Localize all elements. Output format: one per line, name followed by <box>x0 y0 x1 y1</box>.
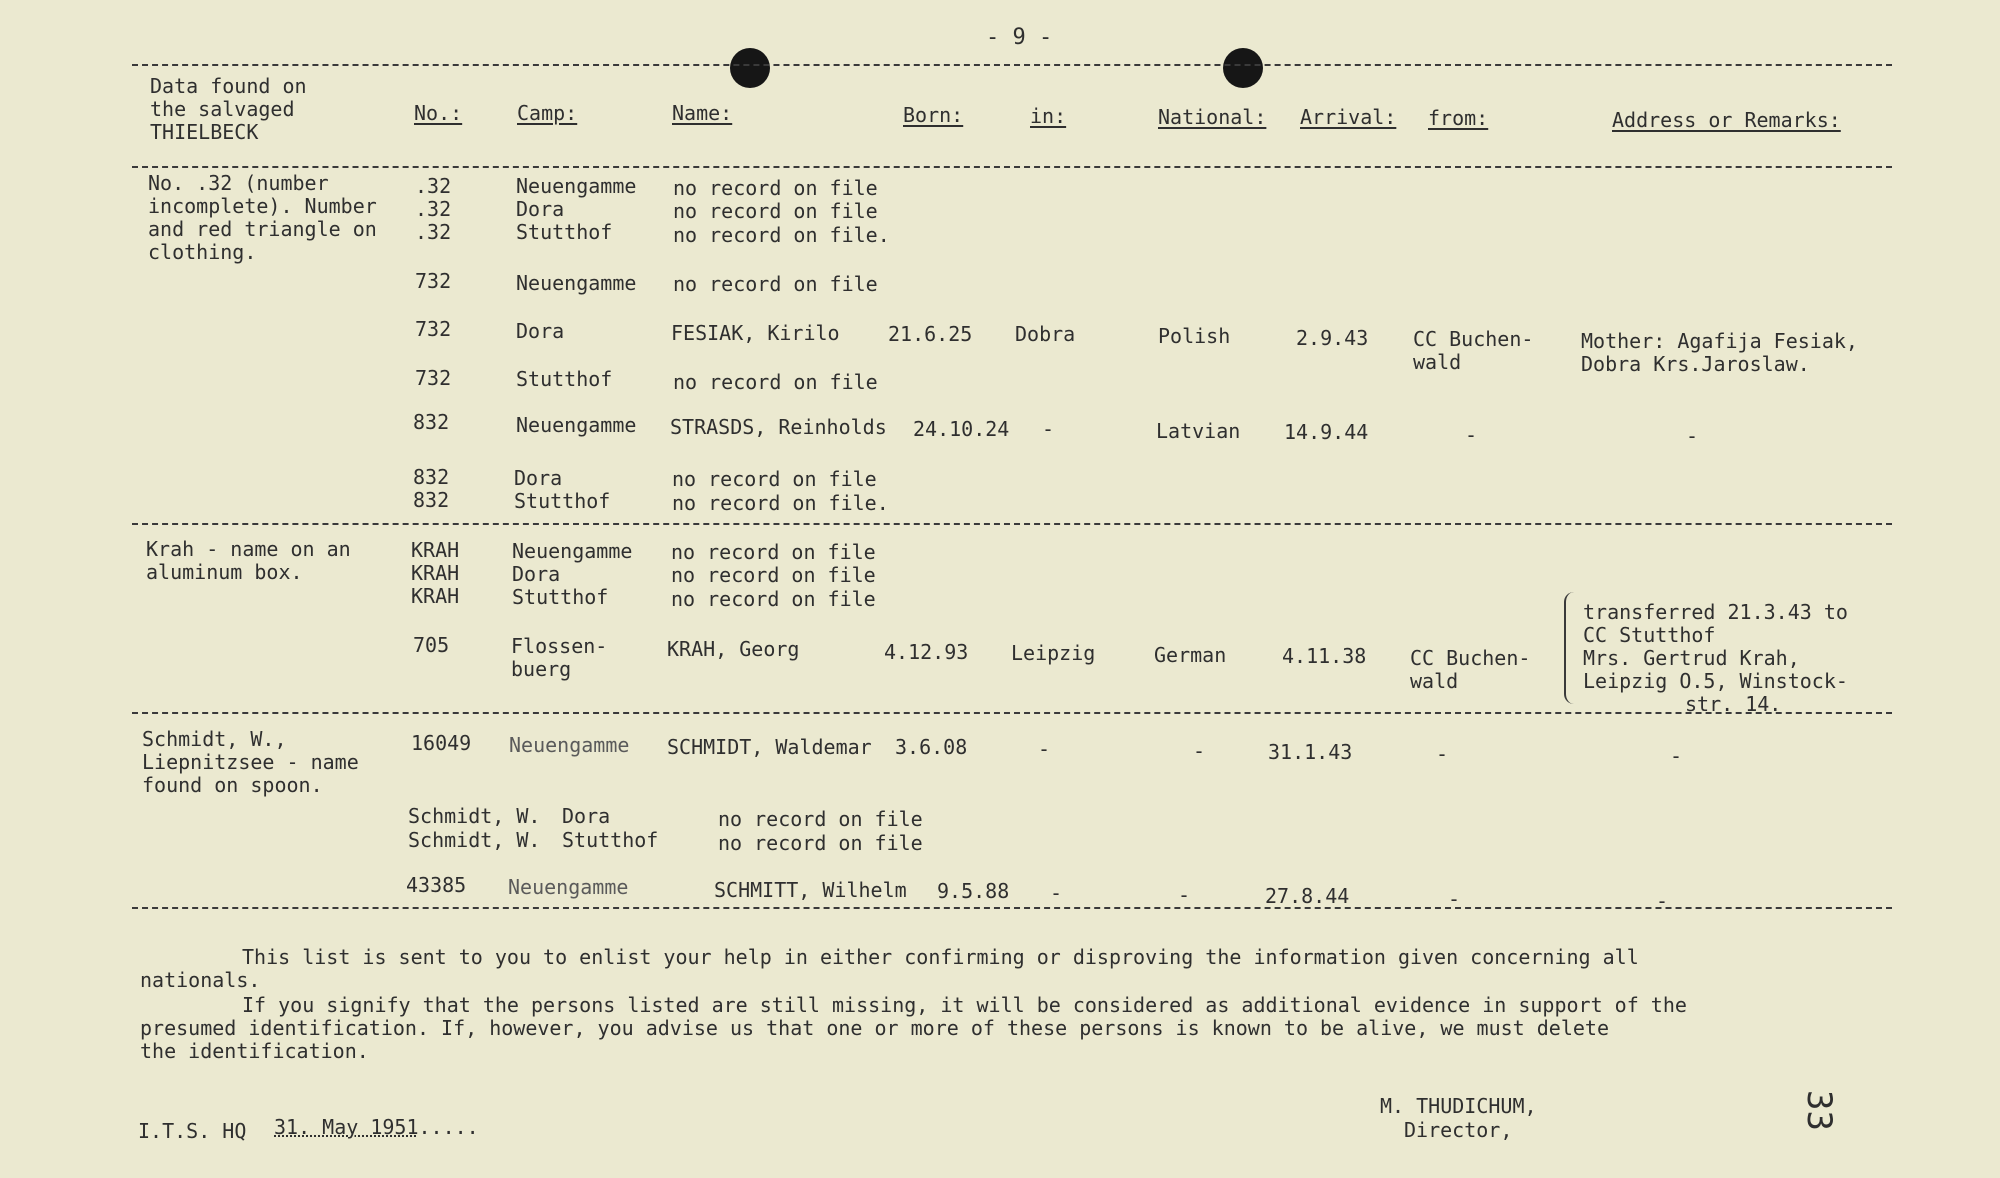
cell-no: KRAH <box>411 538 460 562</box>
header-camp: Camp: <box>517 101 578 125</box>
cell-born: 3.6.08 <box>895 735 968 759</box>
cell-in: - <box>1042 417 1055 441</box>
cell-no: .32 <box>415 220 452 244</box>
header-born: Born: <box>903 103 964 127</box>
cell-national: German <box>1154 643 1227 667</box>
address-brace <box>1564 592 1578 704</box>
cell-arrival: 2.9.43 <box>1296 326 1369 350</box>
group3-rule <box>132 907 1892 909</box>
cell-no: 732 <box>415 317 452 341</box>
cell-no: 732 <box>415 269 452 293</box>
cell-national: - <box>1193 739 1206 763</box>
cell-no: .32 <box>415 174 452 198</box>
header-name: Name: <box>672 101 733 125</box>
cell-camp: Stutthof <box>516 220 613 244</box>
cell-in: Leipzig <box>1011 641 1096 665</box>
cell-name: STRASDS, Reinholds <box>670 415 887 439</box>
cell-camp: Neuengamme <box>516 271 637 295</box>
header-arrival: Arrival: <box>1300 105 1397 129</box>
cell-camp: Neuengamme <box>512 539 633 563</box>
cell-camp: Dora <box>516 197 565 221</box>
cell-camp: Stutthof <box>514 489 611 513</box>
cell-name: no record on file <box>673 272 878 296</box>
cell-camp: Flossen- buerg <box>511 634 608 681</box>
cell-address: - <box>1686 424 1699 448</box>
cell-no: 832 <box>413 410 450 434</box>
cell-from: - <box>1465 423 1478 447</box>
header-data-found: Data found on the salvaged THIELBECK <box>150 74 307 144</box>
signer-title: Director, <box>1404 1118 1513 1142</box>
cell-camp: Dora <box>516 319 565 343</box>
cell-no: 705 <box>413 633 450 657</box>
cell-name: no record on file <box>718 807 923 831</box>
cell-born: 4.12.93 <box>884 640 969 664</box>
cell-name: no record on file <box>672 467 877 491</box>
cell-name: SCHMITT, Wilhelm <box>714 878 907 902</box>
cell-name: SCHMIDT, Waldemar <box>667 735 872 759</box>
cell-camp: Neuengamme <box>509 733 630 757</box>
issue-place: I.T.S. HQ <box>138 1119 247 1143</box>
cell-national: - <box>1178 883 1191 907</box>
cell-name: KRAH, Georg <box>667 637 800 661</box>
issue-date: 31. May 1951..... <box>274 1115 479 1139</box>
cell-name: no record on file <box>671 540 876 564</box>
cell-name: no record on file <box>671 563 876 587</box>
cell-camp: Dora <box>512 562 561 586</box>
page-number: - 9 - <box>986 25 1053 50</box>
cell-born: 21.6.25 <box>888 322 973 346</box>
cell-camp: Neuengamme <box>516 413 637 437</box>
signer-name: M. THUDICHUM, <box>1380 1094 1537 1118</box>
cell-no: .32 <box>415 197 452 221</box>
group1-rule <box>132 523 1892 525</box>
cell-from: CC Buchen- wald <box>1410 646 1531 693</box>
cell-address: - <box>1670 744 1683 768</box>
cell-name: no record on file <box>671 587 876 611</box>
cell-from: - <box>1436 742 1449 766</box>
header-rule <box>132 166 1892 168</box>
cell-no: 832 <box>413 465 450 489</box>
cell-no: KRAH <box>411 584 460 608</box>
cell-from: - <box>1448 887 1461 911</box>
cell-camp: Stutthof <box>512 585 609 609</box>
cell-no: Schmidt, W. <box>408 828 541 852</box>
cell-in: - <box>1050 881 1063 905</box>
cell-name: no record on file <box>673 370 878 394</box>
cell-name: no record on file <box>718 831 923 855</box>
cell-in: Dobra <box>1015 322 1076 346</box>
cell-camp: Dora <box>562 804 611 828</box>
cell-national: Latvian <box>1156 419 1241 443</box>
cell-no: KRAH <box>411 561 460 585</box>
cell-name: no record on file. <box>672 491 889 515</box>
cell-camp: Neuengamme <box>516 174 637 198</box>
cell-no: 43385 <box>406 873 467 897</box>
punch-hole-left <box>730 48 770 88</box>
cell-name: no record on file. <box>673 223 890 247</box>
cell-camp: Stutthof <box>562 828 659 852</box>
page-stamp-number: 33 <box>1799 1090 1839 1131</box>
header-from: from: <box>1428 106 1489 130</box>
cell-address: Mother: Agafija Fesiak, Dobra Krs.Jaroslaw. <box>1581 329 1858 376</box>
cell-in: - <box>1038 737 1051 761</box>
cell-arrival: 27.8.44 <box>1265 884 1350 908</box>
cell-name: no record on file <box>673 176 878 200</box>
cell-from: CC Buchen- wald <box>1413 327 1534 374</box>
cell-arrival: 4.11.38 <box>1282 644 1367 668</box>
cell-name: no record on file <box>673 199 878 223</box>
cell-national: Polish <box>1158 324 1231 348</box>
cell-address: - <box>1656 889 1669 913</box>
group2-data-found: Krah - name on an aluminum box. <box>146 537 351 584</box>
cell-arrival: 14.9.44 <box>1284 420 1369 444</box>
header-national: National: <box>1158 105 1267 129</box>
cell-no: 732 <box>415 366 452 390</box>
cell-address: transferred 21.3.43 to CC Stutthof Mrs. Gertrud Krah, Leipzig O.5, Winstock- str. 14. <box>1583 600 1848 716</box>
cell-no: Schmidt, W. <box>408 804 541 828</box>
group1-data-found: No. .32 (number incomplete). Number and red triangle on clothing. <box>148 171 377 264</box>
cell-name: FESIAK, Kirilo <box>671 321 840 345</box>
cell-born: 24.10.24 <box>913 417 1010 441</box>
footer-paragraph-1: This list is sent to you to enlist your help in either confirming or disproving the information given concerning all nationals. <box>140 945 1639 992</box>
top-rule <box>132 64 1892 66</box>
header-address: Address or Remarks: <box>1612 108 1841 132</box>
cell-camp: Stutthof <box>516 367 613 391</box>
cell-camp: Neuengamme <box>508 875 629 899</box>
footer-paragraph-2: If you signify that the persons listed are still missing, it will be considered as additional evidence in support of the presumed identification. If, however, you advise us that one or more of these persons is known to be alive, we must delete the identification. <box>140 993 1687 1063</box>
cell-arrival: 31.1.43 <box>1268 740 1353 764</box>
cell-born: 9.5.88 <box>937 879 1010 903</box>
header-in: in: <box>1030 104 1067 128</box>
header-no: No.: <box>414 101 463 125</box>
cell-camp: Dora <box>514 466 563 490</box>
cell-no: 16049 <box>411 731 472 755</box>
cell-no: 832 <box>413 488 450 512</box>
punch-hole-right <box>1223 48 1263 88</box>
group3-data-found: Schmidt, W., Liepnitzsee - name found on spoon. <box>142 727 359 797</box>
